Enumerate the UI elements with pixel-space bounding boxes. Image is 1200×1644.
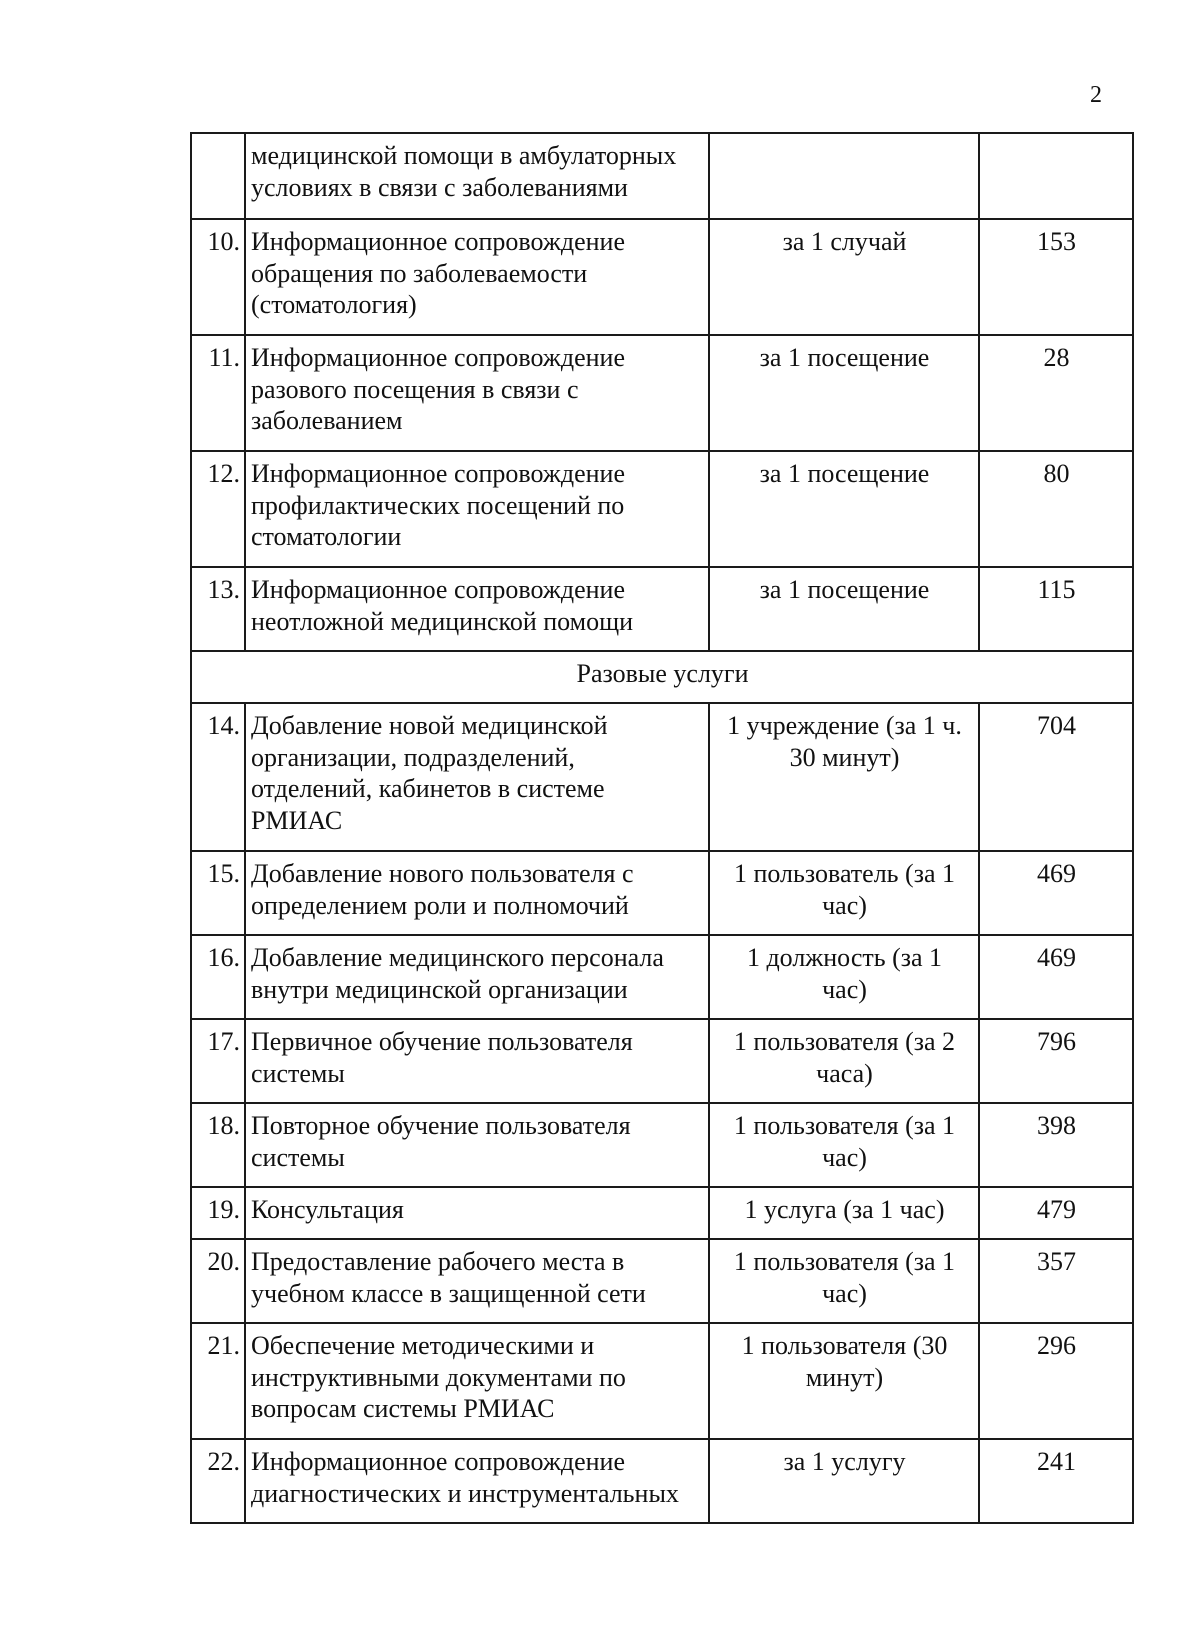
service-name-line: разового посещения в связи с: [251, 374, 579, 404]
service-name-cell: [245, 1239, 709, 1323]
unit-line: час): [822, 974, 867, 1004]
service-name-line: условиях в связи с заболеваниями: [251, 172, 628, 202]
table-row: [191, 1103, 1133, 1187]
service-name-line: системы: [251, 1142, 345, 1172]
table-row: [191, 1239, 1133, 1323]
unit-cell: [709, 1323, 979, 1439]
unit-line: 1 услуга (за 1 час): [744, 1195, 945, 1224]
service-name-cell: [245, 935, 709, 1019]
unit-line: 1 учреждение (за 1 ч.: [727, 711, 962, 740]
service-name-cell: [245, 1187, 709, 1239]
section-header-row: [191, 651, 1133, 703]
unit-line: минут): [805, 1362, 884, 1392]
price-cell: 296: [979, 1323, 1133, 1439]
table-row: [191, 219, 1133, 335]
service-name-line: РМИАС: [251, 805, 343, 835]
row-number: 22.: [191, 1439, 245, 1523]
row-number: 15.: [191, 851, 245, 935]
service-name-line: инструктивными документами по: [251, 1362, 626, 1392]
service-name-line: Информационное сопровождение: [251, 227, 625, 256]
unit-line: 30 минут): [789, 742, 900, 772]
row-number: 18.: [191, 1103, 245, 1187]
price-cell: 357: [979, 1239, 1133, 1323]
unit-line: 1 пользователя (30: [741, 1331, 948, 1360]
service-name-line: Добавление медицинского персонала: [251, 943, 664, 972]
row-number: 19.: [191, 1187, 245, 1239]
unit-cell: [709, 935, 979, 1019]
price-cell: 479: [979, 1187, 1133, 1239]
price-cell: 398: [979, 1103, 1133, 1187]
row-number: 10.: [191, 219, 245, 335]
unit-line: часа): [816, 1058, 873, 1088]
row-number: 12.: [191, 451, 245, 567]
service-name-line: системы: [251, 1058, 345, 1088]
unit-cell: [709, 1239, 979, 1323]
page-number: 2: [1090, 82, 1102, 108]
table-row: [191, 567, 1133, 651]
service-name-cell: [245, 451, 709, 567]
row-number: 13.: [191, 567, 245, 651]
service-name-line: Повторное обучение пользователя: [251, 1111, 631, 1140]
table-row: [191, 851, 1133, 935]
service-name-line: определением роли и полномочий: [251, 890, 629, 920]
table-row: [191, 451, 1133, 567]
price-cell: 115: [979, 567, 1133, 651]
service-name-line: Информационное сопровождение: [251, 1447, 625, 1476]
services-price-table: [190, 132, 1134, 1524]
table-row: [191, 703, 1133, 851]
unit-line: час): [822, 1278, 867, 1308]
service-name-cell: [245, 1019, 709, 1103]
service-name-cell: [245, 1439, 709, 1523]
price-cell: 469: [979, 851, 1133, 935]
unit-cell: [709, 1019, 979, 1103]
table-row: [191, 1439, 1133, 1523]
unit-line: 1 пользователя (за 1: [733, 1247, 956, 1276]
service-name-cell: [245, 335, 709, 451]
unit-cell: [709, 451, 979, 567]
service-name-line: обращения по заболеваемости: [251, 258, 588, 288]
service-name-line: Добавление нового пользователя с: [251, 859, 634, 888]
table-body: [191, 133, 1133, 1523]
unit-line: 1 пользователя (за 2: [733, 1027, 956, 1056]
unit-line: за 1 посещение: [759, 459, 930, 488]
row-number: 21.: [191, 1323, 245, 1439]
row-number: 11.: [191, 335, 245, 451]
price-cell: 469: [979, 935, 1133, 1019]
unit-line: 1 пользователь (за 1: [733, 859, 956, 888]
service-name-line: Информационное сопровождение: [251, 343, 625, 372]
unit-line: за 1 посещение: [759, 343, 930, 372]
service-name-cell: [245, 1323, 709, 1439]
service-name-line: вопросам системы РМИАС: [251, 1394, 555, 1423]
service-name-line: стоматологии: [251, 522, 402, 551]
service-name-line: неотложной медицинской помощи: [251, 606, 634, 636]
table-row: [191, 935, 1133, 1019]
table-row: [191, 1187, 1133, 1239]
unit-cell: [709, 851, 979, 935]
service-name-line: (стоматология): [251, 290, 417, 319]
price-cell: 80: [979, 451, 1133, 567]
unit-cell: [709, 335, 979, 451]
service-name-line: Предоставление рабочего места в: [251, 1247, 625, 1276]
price-cell: 153: [979, 219, 1133, 335]
service-name-cell: [245, 567, 709, 651]
table-row: [191, 335, 1133, 451]
price-cell: [979, 133, 1133, 219]
row-number: 20.: [191, 1239, 245, 1323]
row-number: [191, 133, 245, 219]
row-number: 16.: [191, 935, 245, 1019]
unit-line: за 1 услугу: [783, 1447, 906, 1476]
unit-cell: [709, 133, 979, 219]
service-name-line: учебном классе в защищенной сети: [251, 1278, 646, 1308]
price-cell: 28: [979, 335, 1133, 451]
service-name-line: организации, подразделений,: [251, 742, 575, 772]
service-name-line: диагностических и инструментальных: [251, 1478, 679, 1508]
row-number: 14.: [191, 703, 245, 851]
service-name-cell: [245, 851, 709, 935]
service-name-line: Информационное сопровождение: [251, 575, 625, 604]
unit-cell: [709, 1187, 979, 1239]
section-title: Разовые услуги: [191, 651, 1133, 703]
service-name-line: Обеспечение методическими и: [251, 1331, 595, 1360]
row-number: 17.: [191, 1019, 245, 1103]
unit-line: 1 пользователя (за 1: [733, 1111, 956, 1140]
table-row: [191, 1019, 1133, 1103]
unit-line: за 1 случай: [782, 227, 907, 256]
service-name-cell: [245, 703, 709, 851]
service-name-line: Добавление новой медицинской: [251, 711, 608, 740]
service-name-line: Консультация: [251, 1195, 404, 1224]
unit-line: час): [822, 890, 867, 920]
unit-cell: [709, 219, 979, 335]
service-name-line: заболеванием: [251, 406, 403, 435]
service-name-line: профилактических посещений по: [251, 490, 625, 520]
unit-cell: [709, 567, 979, 651]
service-name-cell: [245, 219, 709, 335]
service-name-cell: [245, 133, 709, 219]
unit-cell: [709, 703, 979, 851]
price-cell: 704: [979, 703, 1133, 851]
price-cell: 796: [979, 1019, 1133, 1103]
service-name-line: отделений, кабинетов в системе: [251, 774, 605, 803]
table-row: [191, 133, 1133, 219]
price-cell: 241: [979, 1439, 1133, 1523]
unit-cell: [709, 1439, 979, 1523]
unit-line: час): [822, 1142, 867, 1172]
service-name-line: медицинской помощи в амбулаторных: [251, 141, 677, 170]
unit-line: 1 должность (за 1: [746, 943, 943, 972]
service-name-line: Первичное обучение пользователя: [251, 1027, 633, 1056]
service-name-line: Информационное сопровождение: [251, 459, 625, 488]
service-name-cell: [245, 1103, 709, 1187]
service-name-line: внутри медицинской организации: [251, 974, 628, 1004]
unit-cell: [709, 1103, 979, 1187]
unit-line: за 1 посещение: [759, 575, 930, 604]
table-row: [191, 1323, 1133, 1439]
